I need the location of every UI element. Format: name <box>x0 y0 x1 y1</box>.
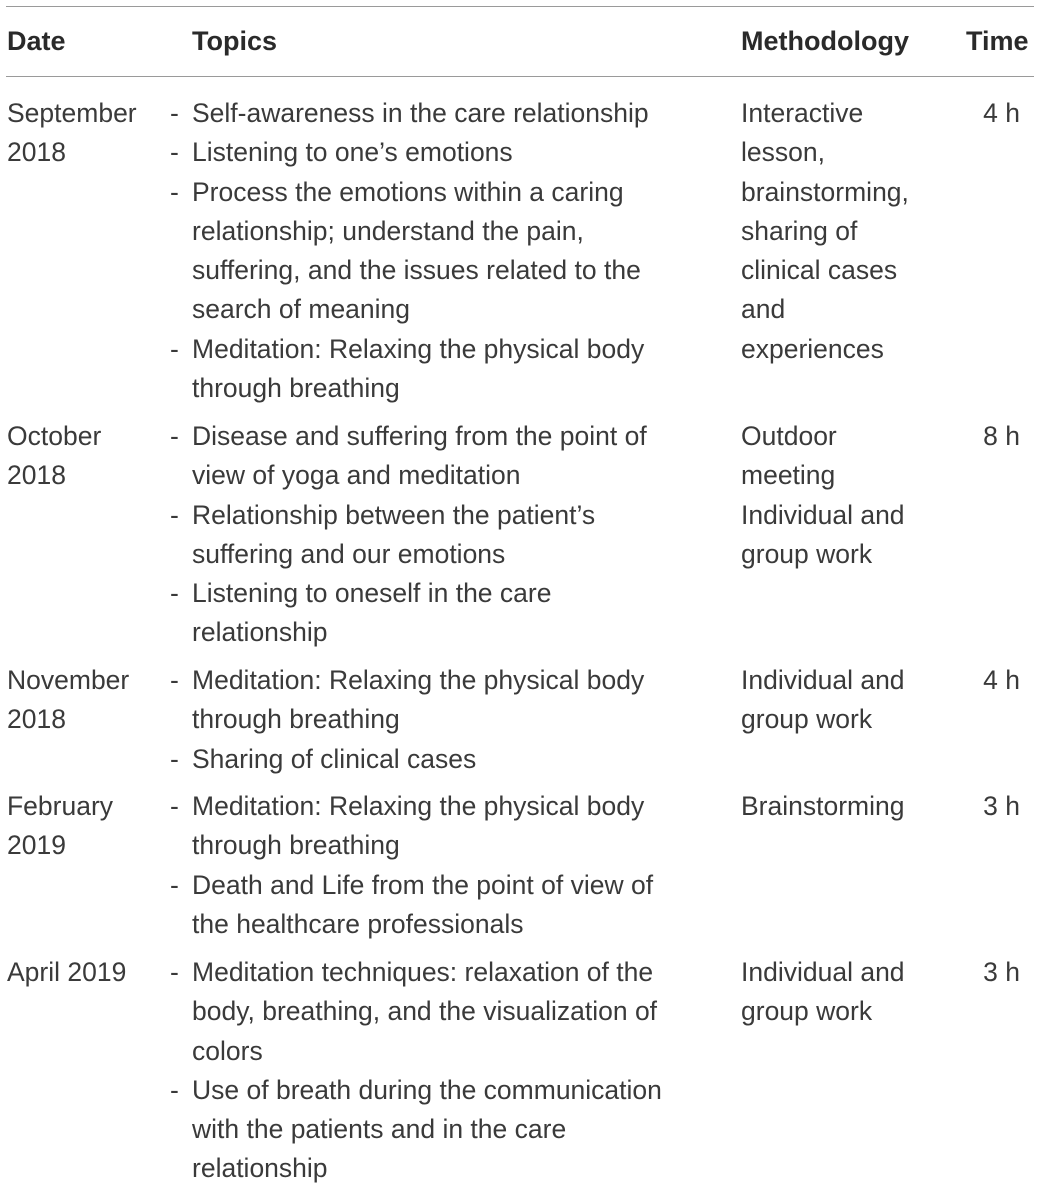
methodology-line: Outdoor <box>741 421 837 451</box>
topic-item <box>170 740 715 779</box>
date-line: April 2019 <box>7 957 127 987</box>
topic-line: Disease and suffering from the point of <box>192 421 647 451</box>
topic-line: Process the emotions within a caring <box>192 176 624 207</box>
header-rule <box>6 76 1034 77</box>
bullet-dash: - <box>170 421 179 451</box>
methodology-line: Individual and <box>741 665 905 695</box>
time-cell: 3 h <box>983 791 1020 821</box>
methodology-line: sharing of <box>741 215 858 246</box>
topic-line: with the patients and in the care <box>192 1114 567 1145</box>
topic-line: Meditation: Relaxing the physical body <box>192 791 645 821</box>
header-topics: Topics <box>192 26 278 56</box>
topic-line: Listening to oneself in the care <box>192 578 552 609</box>
header-date: Date <box>7 26 66 56</box>
topic-line: through breathing <box>192 704 400 735</box>
bullet-dash: - <box>170 98 179 128</box>
bullet-dash: - <box>170 791 179 821</box>
topic-item <box>170 574 715 653</box>
topic-item <box>170 94 715 133</box>
topic-line: Death and Life from the point of view of <box>192 869 654 900</box>
topic-line: suffering and our emotions <box>192 538 506 569</box>
methodology-cell <box>741 953 941 1032</box>
topic-item <box>170 496 715 575</box>
topics-cell <box>170 953 715 1189</box>
time-cell: 8 h <box>983 421 1020 451</box>
table-top-rule <box>6 6 1034 7</box>
bullet-dash: - <box>170 743 179 774</box>
methodology-line: brainstorming, <box>741 176 909 207</box>
methodology-cell <box>741 417 941 574</box>
time-cell: 4 h <box>983 665 1020 695</box>
topic-line: body, breathing, and the visualization of <box>192 996 658 1027</box>
bullet-dash: - <box>170 869 179 900</box>
date-line: 2018 <box>7 460 66 491</box>
topic-item <box>170 661 715 740</box>
topics-cell <box>170 417 715 653</box>
date-line: October <box>7 421 102 451</box>
topic-line: relationship; understand the pain, <box>192 215 584 246</box>
date-line: February <box>7 791 114 821</box>
methodology-cell <box>741 787 941 826</box>
methodology-line: group work <box>741 538 873 569</box>
methodology-cell <box>741 94 941 369</box>
topic-line: Use of breath during the communication <box>192 1074 662 1105</box>
date-line: 2019 <box>7 830 66 861</box>
topics-cell <box>170 787 715 944</box>
time-cell: 4 h <box>983 98 1020 128</box>
date-cell <box>7 94 157 173</box>
topic-line: relationship <box>192 617 328 648</box>
date-line: 2018 <box>7 704 66 735</box>
topic-line: through breathing <box>192 373 400 404</box>
date-line: November <box>7 665 130 695</box>
topic-line: colors <box>192 1035 263 1066</box>
methodology-line: Individual and <box>741 957 905 987</box>
topic-line: Meditation techniques: relaxation of the <box>192 957 654 987</box>
topic-line: Sharing of clinical cases <box>192 743 477 774</box>
bullet-dash: - <box>170 137 179 168</box>
topic-line: Self-awareness in the care relationship <box>192 98 649 128</box>
bullet-dash: - <box>170 176 179 207</box>
methodology-line: and <box>741 294 786 325</box>
methodology-line: Brainstorming <box>741 791 905 821</box>
bullet-dash: - <box>170 957 179 987</box>
topic-line: relationship <box>192 1153 328 1184</box>
topic-item <box>170 417 715 496</box>
date-line: September <box>7 98 137 128</box>
time-cell: 3 h <box>983 957 1020 987</box>
methodology-line: Individual and <box>741 499 905 530</box>
topics-cell <box>170 661 715 779</box>
header-methodology: Methodology <box>741 26 909 56</box>
date-cell <box>7 661 157 740</box>
topic-item <box>170 330 715 409</box>
bullet-dash: - <box>170 578 179 609</box>
date-line: 2018 <box>7 137 66 168</box>
methodology-line: group work <box>741 704 873 735</box>
methodology-line: meeting <box>741 460 836 491</box>
bullet-dash: - <box>170 333 179 364</box>
topic-item <box>170 1071 715 1189</box>
bullet-dash: - <box>170 499 179 530</box>
methodology-line: group work <box>741 996 873 1027</box>
topic-line: Meditation: Relaxing the physical body <box>192 333 645 364</box>
bullet-dash: - <box>170 1074 179 1105</box>
topic-item <box>170 173 715 330</box>
topic-line: the healthcare professionals <box>192 908 524 939</box>
date-cell <box>7 953 157 992</box>
topic-item <box>170 953 715 1071</box>
methodology-line: Interactive <box>741 98 864 128</box>
methodology-line: clinical cases <box>741 255 898 286</box>
topic-item <box>170 133 715 172</box>
bullet-dash: - <box>170 665 179 695</box>
topic-line: view of yoga and meditation <box>192 460 521 491</box>
topic-line: Relationship between the patient’s <box>192 499 596 530</box>
topic-line: search of meaning <box>192 294 411 325</box>
topic-line: suffering, and the issues related to the <box>192 255 641 286</box>
topic-line: Listening to one’s emotions <box>192 137 513 168</box>
header-time: Time <box>966 26 1029 56</box>
topic-item <box>170 866 715 945</box>
methodology-line: lesson, <box>741 137 825 168</box>
methodology-cell <box>741 661 941 740</box>
methodology-line: experiences <box>741 333 884 364</box>
date-cell <box>7 417 157 496</box>
topic-line: through breathing <box>192 830 400 861</box>
topic-line: Meditation: Relaxing the physical body <box>192 665 645 695</box>
topics-cell <box>170 94 715 408</box>
topic-item <box>170 787 715 866</box>
date-cell <box>7 787 157 866</box>
